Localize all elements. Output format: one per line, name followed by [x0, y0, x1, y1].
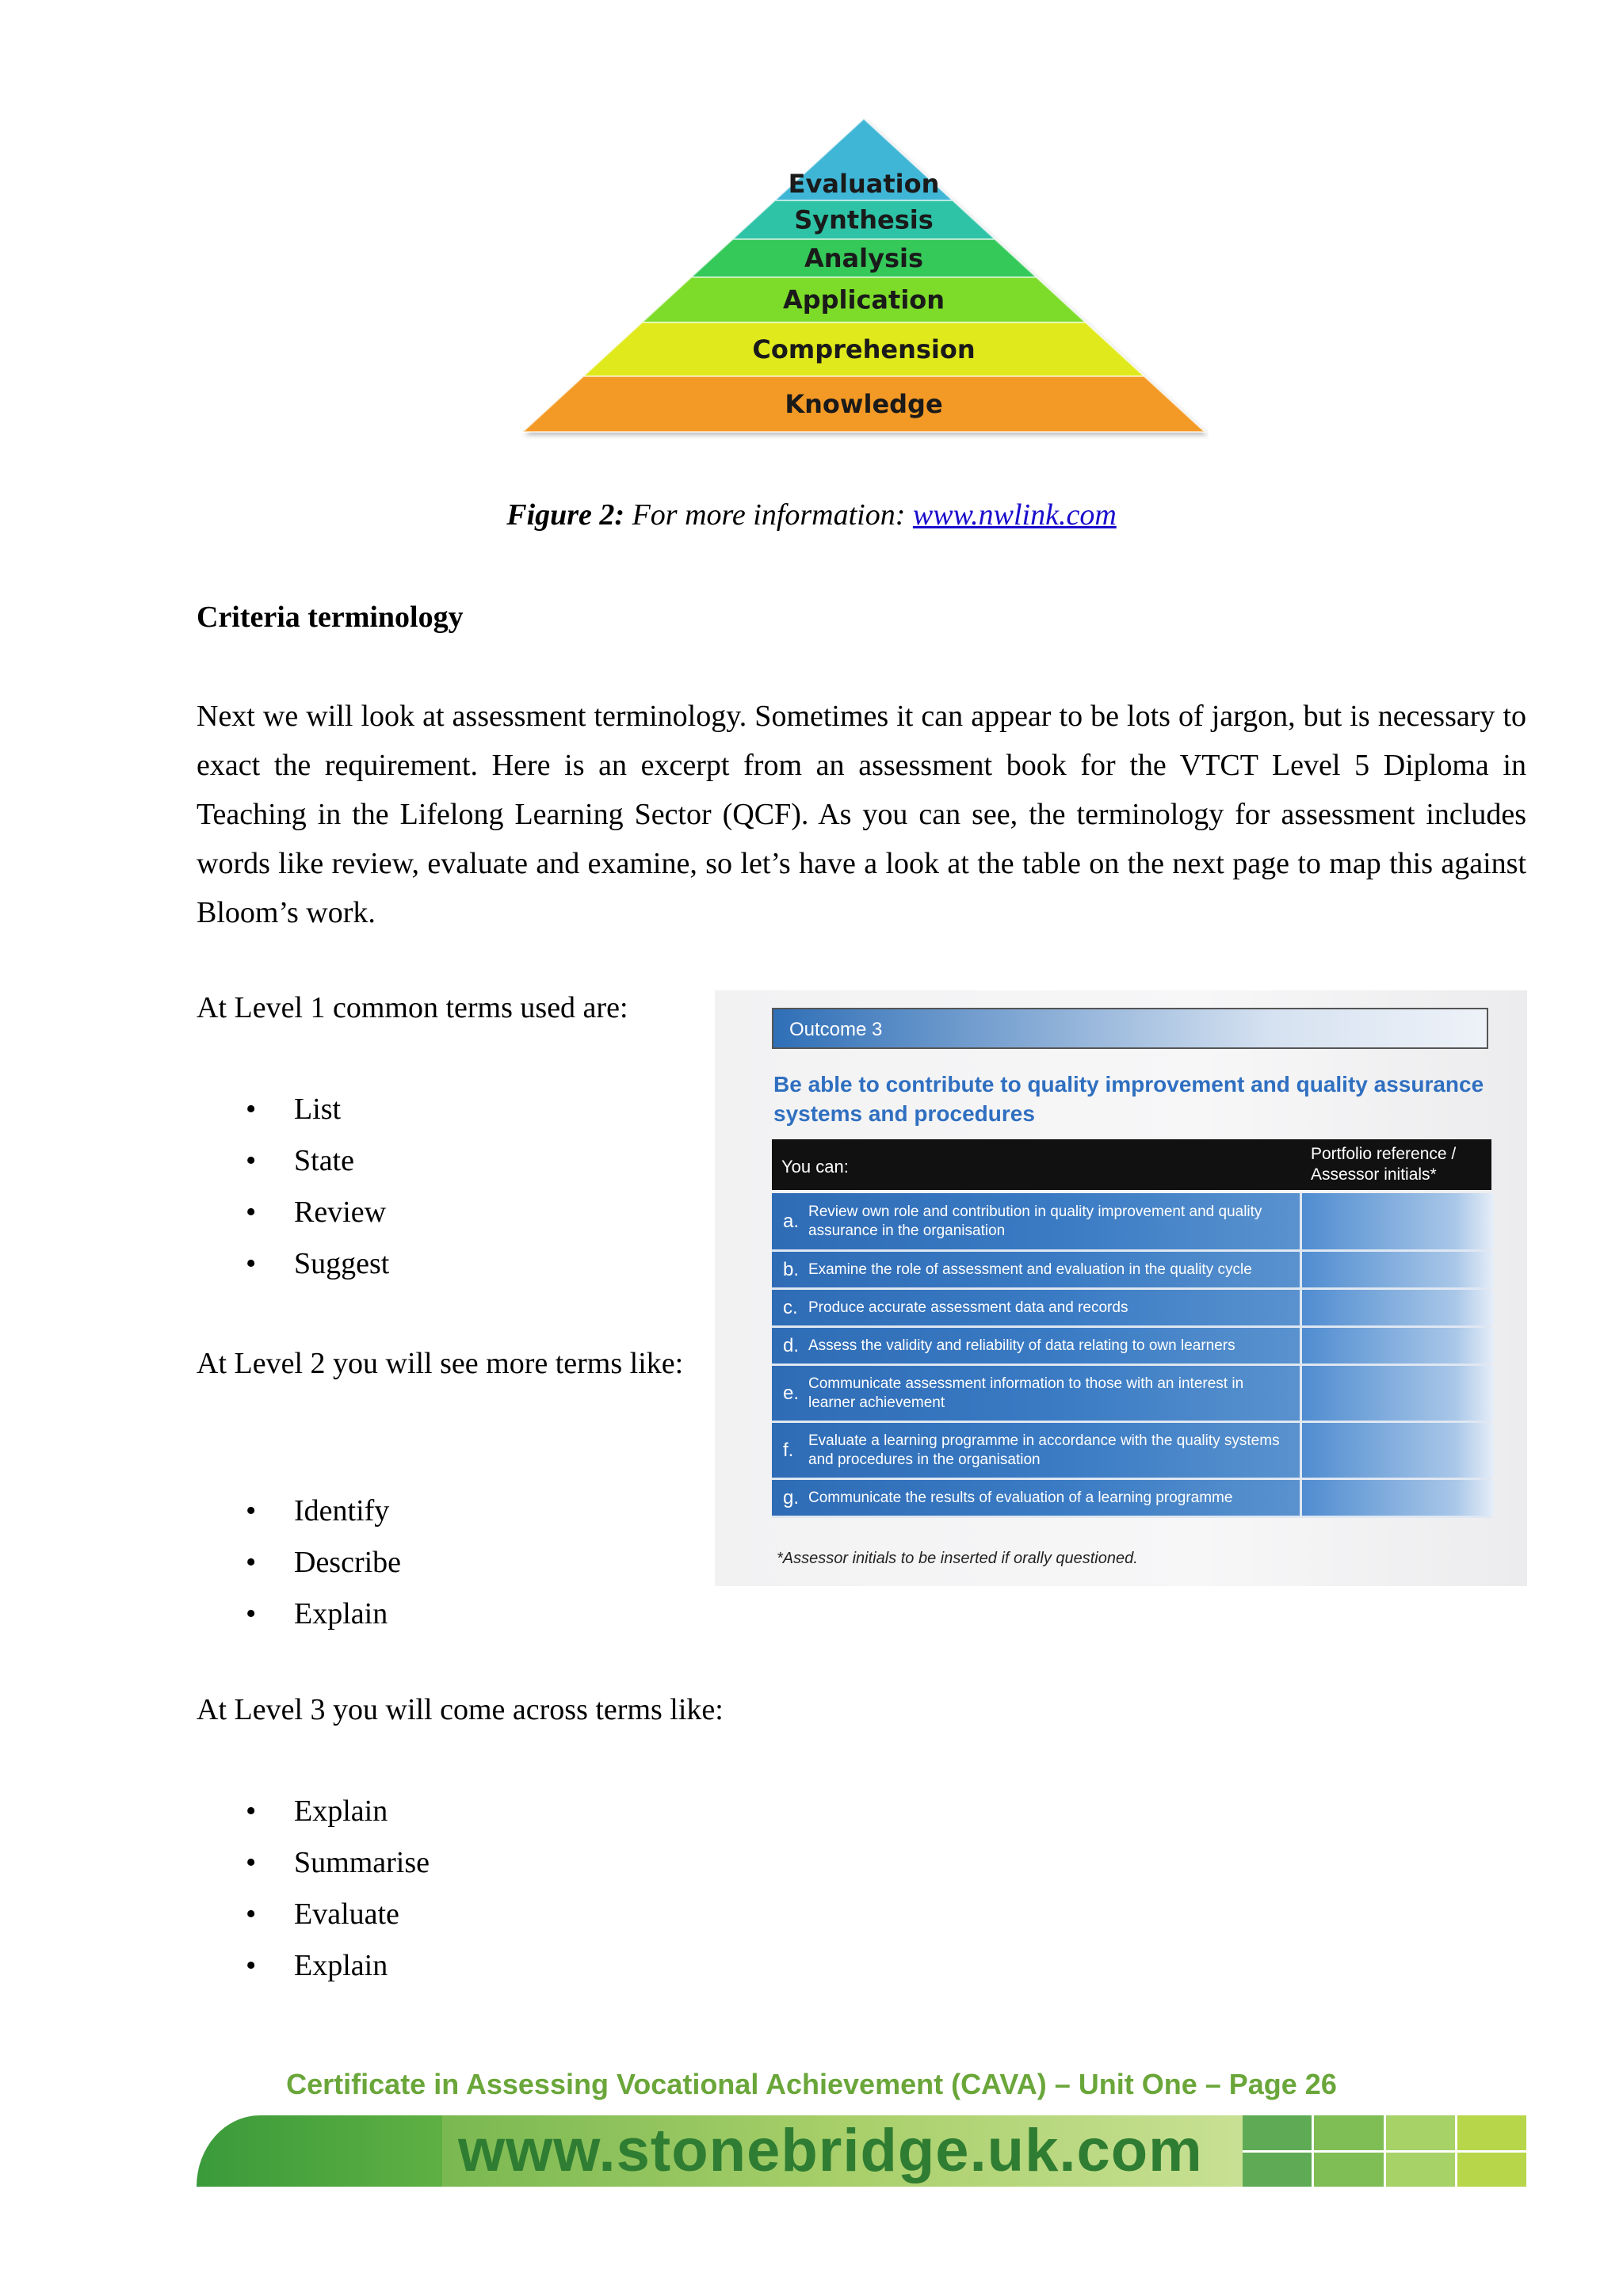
figure-label: Figure 2: — [506, 498, 625, 532]
table-row — [772, 1480, 1491, 1518]
table-row — [772, 1366, 1491, 1423]
list-item: • Explain — [197, 1786, 430, 1837]
level2-term-list — [197, 1486, 401, 1640]
banner-swoosh — [197, 2115, 442, 2187]
level1-term-list — [197, 1084, 389, 1290]
row-letter: d. — [783, 1334, 800, 1356]
table-row — [772, 1290, 1491, 1328]
table-row — [772, 1423, 1491, 1480]
pyramid-label-evaluation: Evaluation — [788, 169, 940, 199]
portfolio-cell — [1300, 1290, 1494, 1325]
level3-intro: At Level 3 you will come across terms like: — [197, 1693, 724, 1726]
list-item: • List — [197, 1084, 389, 1135]
column-header-portfolio: Portfolio reference / Assessor initials* — [1311, 1145, 1457, 1184]
intro-paragraph: Next we will look at assessment terminology. Sometimes it can appear to be lots of jargon, but is necessary to exact the requirement. Here is an excerpt from an assessment book for the VTCT Level 5 Diploma in Teaching in the Lifelong Learning Sector (QCF). As you can see, the terminology for assessment includes words like review, evaluate and examine, so let’s have a look at the table on the next page to map this against Bloom’s work. — [197, 700, 1526, 929]
list-item: • Suggest — [197, 1238, 389, 1290]
website-url[interactable]: www.stonebridge.uk.com — [458, 2117, 1203, 2184]
level2-intro: At Level 2 you will see more terms like: — [197, 1347, 684, 1380]
footer-banner — [197, 2115, 1526, 2187]
list-item: • Evaluate — [197, 1889, 430, 1940]
row-text: Review own role and contribution in quality improvement and quality assurance in the organisation — [808, 1203, 1262, 1239]
portfolio-cell — [1300, 1366, 1494, 1421]
nwlink-link[interactable]: www.nwlink.com — [912, 498, 1117, 532]
column-header-you-can: You can: — [781, 1157, 849, 1177]
outcome-footnote: *Assessor initials to be inserted if orally questioned. — [777, 1550, 1138, 1567]
pyramid-label-knowledge: Knowledge — [785, 389, 943, 419]
portfolio-cell — [1300, 1328, 1494, 1363]
row-text: Examine the role of assessment and evaluation in the quality cycle — [808, 1261, 1252, 1278]
list-item: • Explain — [197, 1940, 430, 1992]
outcome-table-header — [772, 1139, 1491, 1190]
row-letter: g. — [783, 1486, 800, 1508]
row-letter: e. — [783, 1382, 800, 1404]
portfolio-cell — [1300, 1480, 1494, 1516]
portfolio-cell — [1300, 1252, 1494, 1287]
figure-caption — [0, 498, 1623, 532]
row-letter: f. — [783, 1439, 794, 1461]
table-row — [772, 1328, 1491, 1366]
caption-text: For more information: — [624, 498, 913, 532]
pyramid-label-application: Application — [782, 284, 945, 315]
list-item: • State — [197, 1135, 389, 1187]
list-item: • Review — [197, 1187, 389, 1238]
section-heading: Criteria terminology — [197, 601, 464, 634]
row-text: Communicate the results of evaluation of a learning programme — [808, 1489, 1233, 1506]
row-text: Produce accurate assessment data and records — [808, 1299, 1128, 1316]
pyramid-label-analysis: Analysis — [804, 243, 924, 273]
list-item: • Explain — [197, 1589, 401, 1640]
level3-term-list — [197, 1786, 430, 1992]
row-letter: c. — [783, 1296, 798, 1318]
level1-intro: At Level 1 common terms used are: — [197, 991, 628, 1024]
table-row — [772, 1193, 1491, 1252]
banner-tile-grid — [1243, 2115, 1526, 2187]
footer-title: Certificate in Assessing Vocational Achievement (CAVA) – Unit One – Page 26 — [286, 2068, 1337, 2100]
outcome-title: Outcome 3 — [772, 1008, 1488, 1049]
list-item: • Summarise — [197, 1837, 430, 1889]
list-item: • Describe — [197, 1537, 401, 1589]
row-text: Communicate assessment information to those with an interest in learner achievement — [808, 1375, 1244, 1411]
pyramid-label-comprehension: Comprehension — [752, 334, 976, 364]
outcome-excerpt-image — [715, 990, 1527, 1586]
table-row — [772, 1252, 1491, 1290]
blooms-taxonomy-pyramid — [519, 115, 1209, 440]
outcome-description: Be able to contribute to quality improvement and quality assurance systems and procedures — [773, 1072, 1484, 1126]
list-item: • Identify — [197, 1486, 401, 1537]
portfolio-cell — [1300, 1423, 1494, 1478]
row-text: Evaluate a learning programme in accordance with the quality systems and procedures in the organisation — [808, 1432, 1280, 1468]
row-letter: b. — [783, 1258, 800, 1280]
pyramid-label-synthesis: Synthesis — [794, 204, 934, 235]
row-text: Assess the validity and reliability of data relating to own learners — [808, 1337, 1235, 1354]
row-letter: a. — [783, 1210, 800, 1232]
portfolio-cell — [1300, 1193, 1494, 1249]
